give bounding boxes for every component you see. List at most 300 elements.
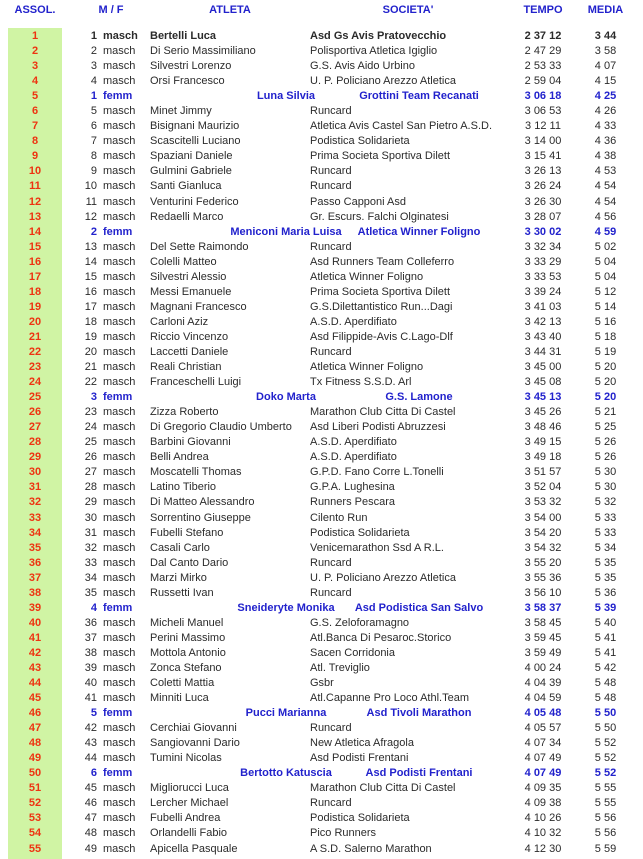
table-row: [0, 691, 643, 706]
overall-position: 5: [31, 90, 39, 103]
category-rank: 2: [90, 45, 97, 58]
average-pace: 5 55: [594, 797, 617, 810]
athlete-name: Messi Emanuele: [150, 285, 232, 298]
category-rank: 32: [84, 541, 97, 554]
table-row: [0, 826, 643, 841]
overall-position: 43: [28, 661, 42, 674]
category-rank: 27: [84, 466, 97, 479]
club-name: G.S. Zeloforamagno: [310, 616, 410, 629]
table-row: [0, 164, 643, 179]
athlete-name: Zonca Stefano: [150, 661, 222, 674]
table-row: [0, 556, 643, 571]
header-gender-category: M / F: [98, 4, 124, 16]
gender-category: masch: [103, 571, 136, 584]
finish-time: 3 58 45: [524, 616, 562, 629]
finish-time: 3 54 00: [524, 511, 562, 524]
category-rank: 13: [84, 240, 97, 253]
overall-position: 1: [31, 30, 39, 42]
overall-position: 2: [31, 45, 39, 58]
category-rank: 31: [84, 526, 97, 539]
finish-time: 4 10 26: [524, 812, 562, 825]
table-row: [0, 225, 643, 240]
finish-time: 4 07 49: [524, 767, 562, 780]
athlete-name: Russetti Ivan: [150, 586, 214, 599]
gender-category: femm: [103, 767, 133, 780]
finish-time: 4 05 48: [524, 707, 562, 720]
category-rank: 28: [84, 481, 97, 494]
overall-position: 9: [31, 150, 39, 163]
finish-time: 4 04 39: [524, 677, 562, 690]
club-name: Podistica Solidarieta: [310, 526, 410, 539]
average-pace: 5 59: [594, 842, 617, 855]
table-header-row: [0, 4, 643, 20]
overall-position: 11: [29, 180, 41, 193]
overall-position: 44: [28, 677, 42, 690]
table-row: [0, 766, 643, 781]
gender-category: masch: [103, 120, 136, 133]
athlete-name: Laccetti Daniele: [150, 345, 229, 358]
table-row: [0, 646, 643, 661]
category-rank: 30: [84, 511, 97, 524]
category-rank: 6: [90, 120, 97, 133]
average-pace: 5 12: [594, 285, 617, 298]
club-name: G.P.A. Lughesina: [310, 481, 395, 494]
table-row: [0, 495, 643, 510]
average-pace: 5 25: [594, 421, 617, 434]
table-row: [0, 315, 643, 330]
overall-position: 28: [28, 436, 42, 449]
average-pace: 5 21: [594, 406, 617, 419]
finish-time: 3 15 41: [524, 150, 562, 163]
table-row: [0, 285, 643, 300]
average-pace: 4 56: [594, 210, 617, 223]
category-rank: 25: [84, 436, 97, 449]
athlete-name: Del Sette Raimondo: [150, 240, 249, 253]
club-name: Asd Podisti Frentani: [365, 767, 473, 780]
table-row: [0, 721, 643, 736]
athlete-name: Magnani Francesco: [150, 300, 247, 313]
category-rank: 40: [84, 677, 97, 690]
average-pace: 5 04: [594, 270, 617, 283]
gender-category: femm: [103, 90, 133, 103]
table-row: [0, 601, 643, 616]
gender-category: masch: [103, 270, 136, 283]
overall-position: 50: [28, 767, 42, 780]
category-rank: 7: [90, 135, 97, 148]
finish-time: 3 54 20: [524, 526, 562, 539]
athlete-name: Silvestri Alessio: [150, 270, 227, 283]
table-row: [0, 450, 643, 465]
finish-time: 3 26 24: [524, 180, 562, 193]
gender-category: masch: [103, 361, 136, 374]
overall-position: 26: [28, 406, 42, 419]
finish-time: 3 33 53: [524, 270, 562, 283]
finish-time: 3 59 49: [524, 646, 562, 659]
finish-time: 3 32 34: [524, 240, 562, 253]
category-rank: 39: [84, 661, 97, 674]
gender-category: masch: [103, 330, 136, 343]
average-pace: 5 50: [594, 722, 617, 735]
athlete-name: Luna Silvia: [256, 90, 316, 103]
finish-time: 3 26 13: [524, 165, 562, 178]
athlete-name: Marzi Mirko: [150, 571, 207, 584]
gender-category: masch: [103, 135, 136, 148]
category-rank: 44: [84, 752, 97, 765]
average-pace: 4 36: [594, 135, 617, 148]
table-row: [0, 300, 643, 315]
table-row: [0, 195, 643, 210]
athlete-name: Minet Jimmy: [150, 105, 212, 118]
club-name: Prima Societa Sportiva Dilett: [310, 285, 450, 298]
overall-position: 10: [28, 165, 42, 178]
table-row: [0, 661, 643, 676]
average-pace: 5 20: [594, 361, 617, 374]
table-row: [0, 796, 643, 811]
table-row: [0, 390, 643, 405]
gender-category: femm: [103, 601, 133, 614]
club-name: Podistica Solidarieta: [310, 135, 410, 148]
average-pace: 5 48: [594, 677, 617, 690]
overall-position: 55: [28, 842, 42, 855]
table-row: [0, 210, 643, 225]
athlete-name: Dal Canto Dario: [150, 556, 229, 569]
gender-category: masch: [103, 300, 136, 313]
average-pace: 5 48: [594, 692, 617, 705]
finish-time: 2 53 33: [524, 60, 562, 73]
header-overall-position: ASSOL.: [14, 4, 56, 16]
gender-category: masch: [103, 240, 136, 253]
gender-category: masch: [103, 45, 136, 58]
finish-time: 3 43 40: [524, 330, 562, 343]
gender-category: masch: [103, 255, 136, 268]
average-pace: 5 52: [594, 737, 617, 750]
average-pace: 5 30: [594, 466, 617, 479]
club-name: Venicemarathon Ssd A R.L.: [310, 541, 444, 554]
table-row: [0, 541, 643, 556]
overall-position: 21: [28, 330, 42, 343]
club-name: Runcard: [310, 240, 352, 253]
category-rank: 34: [84, 571, 97, 584]
category-rank: 22: [84, 376, 97, 389]
club-name: Grottini Team Recanati: [359, 90, 479, 103]
club-name: Gr. Escurs. Falchi Olginatesi: [310, 210, 449, 223]
club-name: New Atletica Afragola: [310, 737, 414, 750]
category-rank: 21: [84, 361, 97, 374]
category-rank: 47: [84, 812, 97, 825]
finish-time: 3 45 26: [524, 406, 562, 419]
finish-time: 4 09 38: [524, 797, 562, 810]
average-pace: 4 33: [594, 120, 617, 133]
category-rank: 10: [84, 180, 97, 193]
finish-time: 4 05 57: [524, 722, 562, 735]
average-pace: 5 35: [594, 556, 617, 569]
athlete-name: Cerchiai Giovanni: [150, 722, 237, 735]
average-pace: 5 55: [594, 782, 617, 795]
gender-category: masch: [103, 165, 136, 178]
table-row: [0, 616, 643, 631]
average-pace: 5 39: [594, 601, 617, 614]
gender-category: masch: [103, 195, 136, 208]
club-name: Runcard: [310, 165, 352, 178]
club-name: Asd Podistica San Salvo: [354, 601, 484, 614]
category-rank: 42: [84, 722, 97, 735]
gender-category: masch: [103, 285, 136, 298]
table-row: [0, 134, 643, 149]
athlete-name: Micheli Manuel: [150, 616, 224, 629]
finish-time: 3 45 08: [524, 376, 562, 389]
overall-position: 25: [28, 391, 42, 404]
average-pace: 5 34: [594, 541, 617, 554]
gender-category: masch: [103, 421, 136, 434]
club-name: Runcard: [310, 556, 352, 569]
club-name: Atl.Capanne Pro Loco Athl.Team: [310, 692, 469, 705]
overall-position: 27: [28, 421, 42, 434]
header-club: SOCIETA': [382, 4, 434, 16]
table-row: [0, 74, 643, 89]
average-pace: 5 14: [594, 300, 617, 313]
gender-category: masch: [103, 827, 136, 840]
category-rank: 38: [84, 646, 97, 659]
athlete-name: Spaziani Daniele: [150, 150, 233, 163]
finish-time: 2 59 04: [524, 75, 562, 88]
average-pace: 4 53: [594, 165, 617, 178]
club-name: Marathon Club Citta Di Castel: [310, 782, 456, 795]
gender-category: masch: [103, 511, 136, 524]
table-row: [0, 104, 643, 119]
average-pace: 5 18: [594, 330, 617, 343]
club-name: Atletica Winner Foligno: [357, 225, 481, 238]
table-row: [0, 842, 643, 857]
category-rank: 45: [84, 782, 97, 795]
table-row: [0, 345, 643, 360]
gender-category: masch: [103, 481, 136, 494]
category-rank: 16: [84, 285, 97, 298]
average-pace: 4 26: [594, 105, 617, 118]
finish-time: 3 55 36: [524, 571, 562, 584]
table-row: [0, 811, 643, 826]
average-pace: 4 54: [594, 195, 617, 208]
table-row: [0, 736, 643, 751]
finish-time: 4 10 32: [524, 827, 562, 840]
table-row: [0, 465, 643, 480]
athlete-name: Fubelli Andrea: [150, 812, 221, 825]
overall-position: 4: [31, 75, 39, 88]
table-row: [0, 511, 643, 526]
club-name: Runcard: [310, 180, 352, 193]
athlete-name: Migliorucci Luca: [150, 782, 229, 795]
athlete-name: Bertelli Luca: [150, 30, 217, 42]
club-name: Runcard: [310, 105, 352, 118]
gender-category: masch: [103, 722, 136, 735]
table-row: [0, 119, 643, 134]
table-row: [0, 420, 643, 435]
average-pace: 5 41: [594, 631, 617, 644]
category-rank: 3: [90, 391, 97, 404]
table-row: [0, 270, 643, 285]
finish-time: 3 33 29: [524, 255, 562, 268]
overall-position: 46: [28, 707, 42, 720]
club-name: U. P. Policiano Arezzo Atletica: [310, 75, 456, 88]
finish-time: 3 30 02: [524, 225, 562, 238]
overall-position: 35: [28, 541, 42, 554]
average-pace: 5 36: [594, 586, 617, 599]
finish-time: 3 45 13: [524, 391, 562, 404]
category-rank: 26: [84, 451, 97, 464]
gender-category: masch: [103, 75, 136, 88]
finish-time: 4 00 24: [524, 661, 562, 674]
athlete-name: Colelli Matteo: [150, 255, 217, 268]
athlete-name: Gulmini Gabriele: [150, 165, 232, 178]
category-rank: 12: [84, 210, 97, 223]
overall-position: 52: [28, 797, 42, 810]
overall-position: 39: [28, 601, 42, 614]
club-name: Runcard: [310, 586, 352, 599]
gender-category: masch: [103, 466, 136, 479]
gender-category: masch: [103, 436, 136, 449]
finish-time: 3 49 18: [524, 451, 562, 464]
athlete-name: Minniti Luca: [150, 692, 209, 705]
finish-time: 3 45 00: [524, 361, 562, 374]
category-rank: 35: [84, 586, 97, 599]
gender-category: femm: [103, 707, 133, 720]
finish-time: 3 12 11: [525, 120, 561, 133]
overall-position: 42: [28, 646, 42, 659]
finish-time: 4 12 30: [524, 842, 562, 855]
average-pace: 5 52: [594, 767, 617, 780]
club-name: Atletica Avis Castel San Pietro A.S.D.: [310, 120, 492, 133]
category-rank: 41: [84, 692, 97, 705]
club-name: Prima Societa Sportiva Dilett: [310, 150, 450, 163]
table-row: [0, 44, 643, 59]
average-pace: 5 32: [594, 496, 617, 509]
average-pace: 4 54: [594, 180, 617, 193]
table-row: [0, 89, 643, 104]
finish-time: 4 07 49: [524, 752, 562, 765]
athlete-name: Latino Tiberio: [150, 481, 217, 494]
club-name: Pico Runners: [310, 827, 377, 840]
overall-position: 41: [28, 631, 42, 644]
overall-position: 36: [28, 556, 42, 569]
category-rank: 17: [84, 300, 97, 313]
table-row: [0, 571, 643, 586]
overall-position: 53: [28, 812, 42, 825]
club-name: Runcard: [310, 722, 352, 735]
finish-time: 3 42 13: [524, 315, 562, 328]
finish-time: 3 28 07: [524, 210, 562, 223]
athlete-name: Reali Christian: [150, 361, 222, 374]
athlete-name: Di Gregorio Claudio Umberto: [150, 421, 292, 434]
gender-category: masch: [103, 315, 136, 328]
category-rank: 49: [84, 842, 97, 855]
athlete-name: Pucci Marianna: [245, 707, 327, 720]
athlete-name: Orlandelli Fabio: [150, 827, 228, 840]
athlete-name: Mottola Antonio: [150, 646, 226, 659]
finish-time: 3 06 18: [524, 90, 562, 103]
category-rank: 4: [90, 75, 97, 88]
average-pace: 4 07: [594, 60, 617, 73]
athlete-name: Doko Marta: [256, 391, 316, 404]
finish-time: 3 14 00: [524, 135, 562, 148]
finish-time: 3 53 32: [524, 496, 562, 509]
overall-position: 15: [28, 240, 42, 253]
average-pace: 5 04: [594, 255, 617, 268]
gender-category: masch: [103, 541, 136, 554]
table-row: [0, 59, 643, 74]
category-rank: 5: [90, 105, 97, 118]
table-row: [0, 631, 643, 646]
overall-position: 8: [31, 135, 39, 148]
athlete-name: Carloni Aziz: [150, 315, 209, 328]
club-name: A.S.D. Aperdifiato: [310, 451, 397, 464]
table-row: [0, 29, 643, 44]
athlete-name: Scascitelli Luciano: [150, 135, 241, 148]
gender-category: masch: [103, 631, 136, 644]
gender-category: masch: [103, 677, 136, 690]
table-row: [0, 706, 643, 721]
gender-category: masch: [103, 586, 136, 599]
table-row: [0, 149, 643, 164]
club-name: A.S.D. Aperdifiato: [310, 315, 397, 328]
club-name: Passo Capponi Asd: [310, 195, 407, 208]
athlete-name: Sangiovanni Dario: [150, 737, 240, 750]
gender-category: masch: [103, 180, 136, 193]
club-name: Asd Runners Team Colleferro: [310, 255, 455, 268]
category-rank: 24: [84, 421, 97, 434]
club-name: Asd Tivoli Marathon: [366, 707, 472, 720]
category-rank: 9: [90, 165, 97, 178]
gender-category: masch: [103, 30, 138, 42]
club-name: Atletica Winner Foligno: [310, 361, 424, 374]
category-rank: 36: [84, 616, 97, 629]
overall-position: 20: [28, 315, 42, 328]
header-time: TEMPO: [523, 4, 563, 16]
club-name: Runcard: [310, 797, 352, 810]
average-pace: 5 02: [594, 240, 617, 253]
overall-position: 22: [28, 345, 42, 358]
club-name: Atl.Banca Di Pesaroc.Storico: [310, 631, 452, 644]
finish-time: 3 54 32: [524, 541, 562, 554]
overall-position: 29: [28, 451, 42, 464]
athlete-name: Coletti Mattia: [150, 677, 215, 690]
overall-position: 30: [28, 466, 42, 479]
athlete-name: Tumini Nicolas: [150, 752, 222, 765]
average-pace: 5 50: [594, 707, 617, 720]
overall-position: 54: [28, 827, 42, 840]
average-pace: 5 33: [594, 511, 617, 524]
gender-category: masch: [103, 646, 136, 659]
category-rank: 33: [84, 556, 97, 569]
gender-category: masch: [103, 782, 136, 795]
club-name: A.S.D. Aperdifiato: [310, 436, 397, 449]
gender-category: masch: [103, 556, 136, 569]
club-name: A S.D. Salerno Marathon: [310, 842, 432, 855]
category-rank: 48: [84, 827, 97, 840]
finish-time: 3 44 31: [524, 345, 562, 358]
category-rank: 11: [85, 195, 97, 208]
club-name: Asd Filippide-Avis C.Lago-Dlf: [310, 330, 453, 343]
gender-category: masch: [103, 737, 136, 750]
gender-category: masch: [103, 526, 136, 539]
club-name: G.S. Lamone: [385, 391, 453, 404]
gender-category: femm: [103, 225, 133, 238]
overall-position: 37: [28, 571, 42, 584]
athlete-name: Sorrentino Giuseppe: [150, 511, 251, 524]
athlete-name: Belli Andrea: [150, 451, 209, 464]
average-pace: 5 40: [594, 616, 617, 629]
table-row: [0, 240, 643, 255]
gender-category: masch: [103, 451, 136, 464]
average-pace: 4 15: [594, 75, 617, 88]
